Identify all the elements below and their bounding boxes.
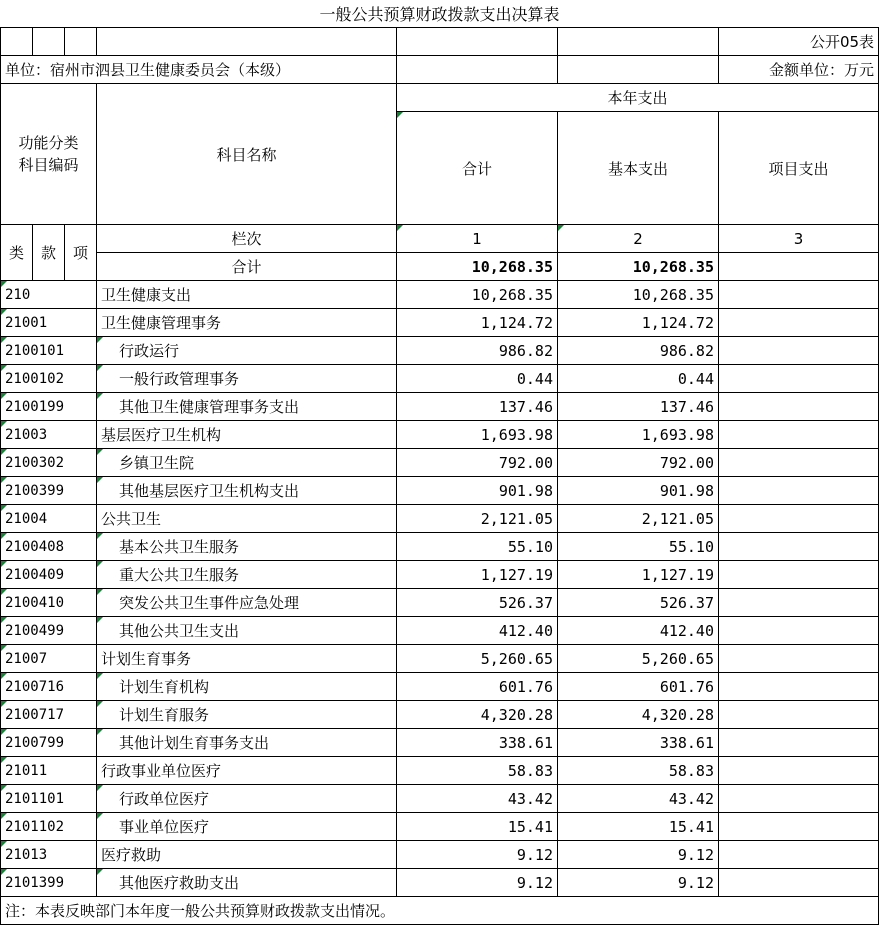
basic-header: 基本支出 [558,112,719,225]
row-basic: 2,121.05 [558,505,719,533]
col-3: 3 [719,225,879,253]
table-row [1,281,879,309]
row-basic: 901.98 [558,477,719,505]
row-name: 其他计划生育事务支出 [97,729,397,757]
row-basic: 0.44 [558,365,719,393]
row-project [719,449,879,477]
row-name: 行政事业单位医疗 [97,757,397,785]
unit-left: 单位：宿州市泗县卫生健康委员会（本级） [1,56,397,84]
row-code: 2100101 [1,337,97,365]
row-code: 2100499 [1,617,97,645]
row-name: 行政单位医疗 [97,785,397,813]
row-project [719,785,879,813]
table-row [1,645,879,673]
row-total: 412.40 [397,617,558,645]
row-project [719,617,879,645]
row-name: 其他基层医疗卫生机构支出 [97,477,397,505]
row-basic: 526.37 [558,589,719,617]
row-name: 医疗救助 [97,841,397,869]
row-code: 2100799 [1,729,97,757]
row-total: 58.83 [397,757,558,785]
row-basic: 58.83 [558,757,719,785]
table-row [1,729,879,757]
row-project [719,477,879,505]
row-total: 55.10 [397,533,558,561]
subject-name-header: 科目名称 [97,84,397,225]
row-basic: 10,268.35 [558,281,719,309]
row-basic: 137.46 [558,393,719,421]
sum-project [719,253,879,281]
col-2: 2 [558,225,719,253]
table-no-row [1,28,879,56]
row-total: 526.37 [397,589,558,617]
row-total: 9.12 [397,869,558,897]
sum-total: 10,268.35 [397,253,558,281]
table-row [1,477,879,505]
row-project [719,393,879,421]
row-total: 1,124.72 [397,309,558,337]
row-basic: 9.12 [558,841,719,869]
row-project [719,365,879,393]
table-row [1,337,879,365]
sum-row [1,253,879,281]
row-total: 1,693.98 [397,421,558,449]
row-code: 21004 [1,505,97,533]
title-row [1,0,879,28]
sum-basic: 10,268.35 [558,253,719,281]
row-name: 计划生育事务 [97,645,397,673]
row-project [719,701,879,729]
row-code: 21011 [1,757,97,785]
row-project [719,841,879,869]
row-project [719,757,879,785]
kuan-header: 款 [33,225,65,281]
table-row [1,561,879,589]
unit-right: 金额单位：万元 [719,56,879,84]
table-row [1,617,879,645]
row-basic: 1,124.72 [558,309,719,337]
table-row [1,421,879,449]
table-note: 注：本表反映部门本年度一般公共预算财政拨款支出情况。 [1,897,879,925]
row-name: 卫生健康支出 [97,281,397,309]
row-total: 5,260.65 [397,645,558,673]
row-basic: 55.10 [558,533,719,561]
row-basic: 338.61 [558,729,719,757]
row-code: 2100102 [1,365,97,393]
row-name: 其他医疗救助支出 [97,869,397,897]
row-name: 计划生育机构 [97,673,397,701]
row-total: 9.12 [397,841,558,869]
row-code: 210 [1,281,97,309]
row-name: 基层医疗卫生机构 [97,421,397,449]
row-code: 21007 [1,645,97,673]
row-name: 突发公共卫生事件应急处理 [97,589,397,617]
table-row [1,533,879,561]
row-project [719,505,879,533]
table-row [1,673,879,701]
row-project [719,533,879,561]
row-basic: 15.41 [558,813,719,841]
table-row [1,589,879,617]
row-total: 0.44 [397,365,558,393]
row-name: 乡镇卫生院 [97,449,397,477]
row-name: 基本公共卫生服务 [97,533,397,561]
row-code: 21001 [1,309,97,337]
table-row [1,365,879,393]
row-total: 1,127.19 [397,561,558,589]
row-code: 21003 [1,421,97,449]
table-row [1,393,879,421]
func-code-header: 功能分类 科目编码 [1,84,97,225]
table-row [1,869,879,897]
row-total: 15.41 [397,813,558,841]
row-project [719,589,879,617]
column-seq-row [1,225,879,253]
row-name: 重大公共卫生服务 [97,561,397,589]
row-code: 2100408 [1,533,97,561]
row-basic: 412.40 [558,617,719,645]
sum-label: 合计 [97,253,397,281]
row-project [719,673,879,701]
row-basic: 5,260.65 [558,645,719,673]
this-year-header: 本年支出 [397,84,879,112]
unit-row [1,56,879,84]
row-code: 2101399 [1,869,97,897]
row-code: 2100399 [1,477,97,505]
row-name: 事业单位医疗 [97,813,397,841]
table-row [1,701,879,729]
table-row [1,757,879,785]
row-basic: 986.82 [558,337,719,365]
row-name: 卫生健康管理事务 [97,309,397,337]
table-number: 公开05表 [719,28,879,56]
row-code: 2100302 [1,449,97,477]
row-code: 2100410 [1,589,97,617]
table-row [1,785,879,813]
row-project [719,729,879,757]
lei-header: 类 [1,225,33,281]
row-project [719,309,879,337]
project-header: 项目支出 [719,112,879,225]
table-row [1,841,879,869]
row-code: 2101101 [1,785,97,813]
row-project [719,281,879,309]
page-title: 一般公共预算财政拨款支出决算表 [1,0,879,28]
col-seq-label: 栏次 [97,225,397,253]
row-total: 4,320.28 [397,701,558,729]
row-basic: 1,693.98 [558,421,719,449]
row-code: 2100716 [1,673,97,701]
row-name: 一般行政管理事务 [97,365,397,393]
row-name: 其他公共卫生支出 [97,617,397,645]
row-total: 43.42 [397,785,558,813]
row-code: 2100717 [1,701,97,729]
row-project [719,869,879,897]
row-basic: 9.12 [558,869,719,897]
row-code: 2100409 [1,561,97,589]
row-total: 901.98 [397,477,558,505]
col-1: 1 [397,225,558,253]
row-total: 137.46 [397,393,558,421]
xiang-header: 项 [65,225,97,281]
note-row [1,897,879,925]
table-row [1,505,879,533]
row-total: 601.76 [397,673,558,701]
row-name: 其他卫生健康管理事务支出 [97,393,397,421]
row-name: 行政运行 [97,337,397,365]
row-total: 986.82 [397,337,558,365]
header-row-1 [1,84,879,112]
row-code: 21013 [1,841,97,869]
row-name: 公共卫生 [97,505,397,533]
row-total: 2,121.05 [397,505,558,533]
row-project [719,421,879,449]
row-total: 10,268.35 [397,281,558,309]
row-total: 792.00 [397,449,558,477]
row-basic: 601.76 [558,673,719,701]
row-basic: 1,127.19 [558,561,719,589]
table-row [1,813,879,841]
table-row [1,309,879,337]
row-basic: 4,320.28 [558,701,719,729]
row-project [719,337,879,365]
total-header: 合计 [397,112,558,225]
row-basic: 43.42 [558,785,719,813]
row-name: 计划生育服务 [97,701,397,729]
row-project [719,813,879,841]
row-total: 338.61 [397,729,558,757]
row-basic: 792.00 [558,449,719,477]
row-code: 2101102 [1,813,97,841]
row-project [719,561,879,589]
table-row [1,449,879,477]
row-code: 2100199 [1,393,97,421]
row-project [719,645,879,673]
